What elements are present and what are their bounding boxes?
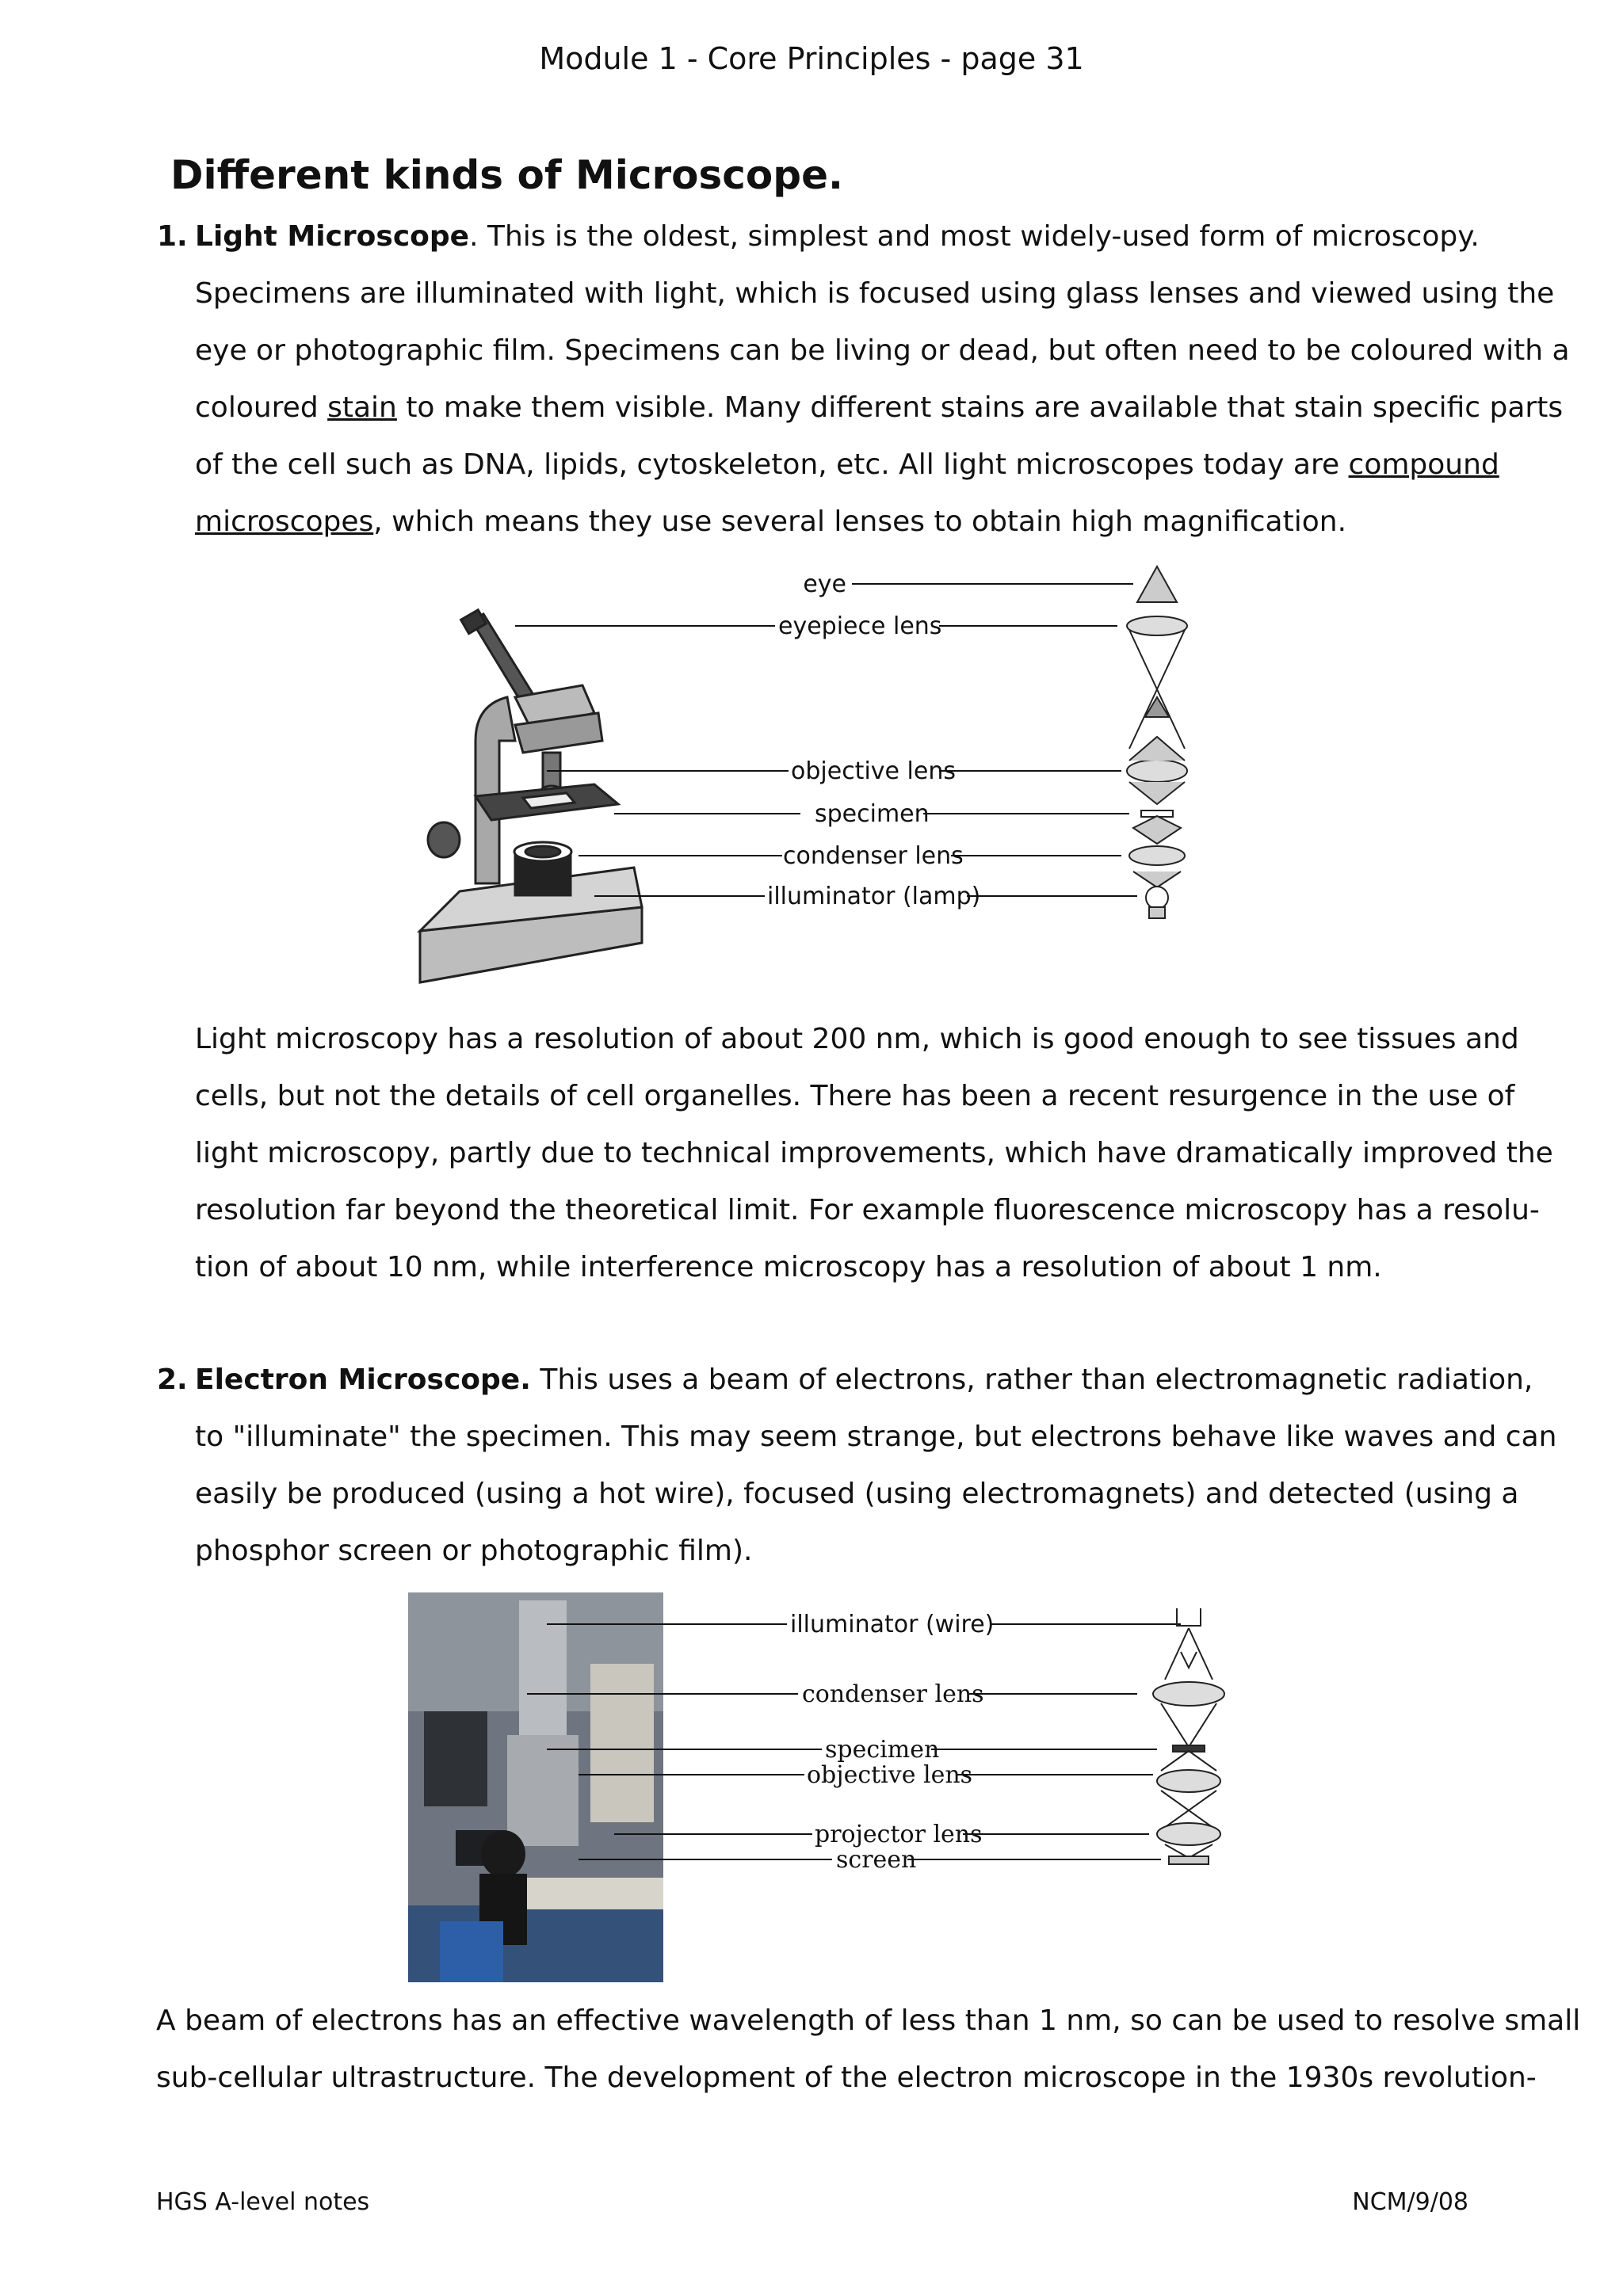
footer-left: HGS A-level notes (156, 2188, 370, 2216)
text-span: of the cell such as DNA, lipids, cytoskeleton, etc. All light microscopes today are (195, 448, 1349, 481)
label-illuminator-wire: illuminator (wire) (790, 1611, 995, 1638)
label-condenser-lens: condenser lens (783, 842, 964, 870)
text-span: This uses a beam of electrons, rather than electromagnetic radiation, (530, 1363, 1533, 1396)
text-line: sub-cellular ultrastructure. The development of the electron microscope in the 1930s revolution- (156, 2061, 1537, 2094)
text-line (195, 437, 1499, 494)
section2-heading: Electron Microscope. (195, 1363, 531, 1396)
compound-link: compound (1348, 448, 1499, 481)
label-condenser-lens: condenser lens (802, 1680, 984, 1708)
section1-number: 1. (157, 220, 188, 253)
resolution-paragraph (195, 1011, 1553, 1296)
text-span: . This is the oldest, simplest and most widely-used form of microscopy. (469, 220, 1480, 253)
section2-paragraph (157, 1352, 1557, 1580)
stain-link: stain (327, 391, 397, 424)
text-line: Light microscopy has a resolution of about 200 nm, which is good enough to see tissues and (195, 1023, 1519, 1055)
text-line (195, 494, 1472, 551)
section-title: Different kinds of Microscope. (170, 152, 843, 198)
text-line: cells, but not the details of cell organelles. There has been a recent resurgence in the use of (195, 1080, 1515, 1112)
footer-right: NCM/9/08 (1352, 2188, 1468, 2216)
section1-paragraph (157, 208, 1570, 551)
text-line: to "illuminate" the specimen. This may seem strange, but electrons behave like waves and can (195, 1421, 1557, 1453)
page-header: Module 1 - Core Principles - page 31 (539, 41, 1084, 76)
section2-number: 2. (157, 1363, 188, 1396)
label-eye: eye (803, 570, 846, 598)
electron-microscope-photo (408, 1592, 663, 1982)
microscopes-link: microscopes (195, 505, 374, 538)
optical-path-diagram (1127, 566, 1187, 918)
label-objective-lens: objective lens (807, 1761, 973, 1789)
label-illuminator-lamp: illuminator (lamp) (767, 883, 981, 910)
text-line (195, 208, 1480, 265)
text-line (195, 379, 1564, 437)
electron-beam-diagram (1153, 1608, 1224, 1864)
text-line: easily be produced (using a hot wire), focused (using electromagnets) and detected (using a (195, 1478, 1519, 1510)
text-span: to make them visible. Many different stains are available that stain specific parts (396, 391, 1564, 424)
section1-heading: Light Microscope (195, 220, 470, 253)
label-projector-lens: projector lens (815, 1821, 983, 1848)
text-line: Specimens are illuminated with light, which is focused using glass lenses and viewed using the (195, 277, 1555, 310)
text-line: resolution far beyond the theoretical limit. For example fluorescence microscopy has a resolu- (195, 1194, 1540, 1226)
text-span: coloured (195, 391, 328, 424)
text-line: phosphor screen or photographic film). (195, 1535, 753, 1567)
label-objective-lens: objective lens (791, 757, 956, 785)
label-screen: screen (836, 1846, 917, 1874)
final-paragraph (156, 1993, 1581, 2107)
text-line (195, 1352, 1533, 1409)
text-line: tion of about 10 nm, while interference microscopy has a resolution of about 1 nm. (195, 1251, 1382, 1283)
label-specimen: specimen (815, 800, 930, 828)
label-specimen: specimen (825, 1736, 940, 1764)
light-microscope-figure (396, 559, 1268, 1010)
label-eyepiece-lens: eyepiece lens (778, 612, 942, 640)
text-line: A beam of electrons has an effective wavelength of less than 1 nm, so can be used to resolve small (156, 2004, 1581, 2037)
text-line: eye or photographic film. Specimens can be living or dead, but often need to be coloured with a (195, 334, 1570, 367)
text-span: , which means they use several lenses to obtain high magnification. (373, 505, 1347, 538)
electron-microscope-figure (408, 1592, 1232, 1985)
microscope-illustration (420, 610, 642, 982)
text-line: light microscopy, partly due to technical improvements, which have dramatically improved the (195, 1137, 1553, 1169)
